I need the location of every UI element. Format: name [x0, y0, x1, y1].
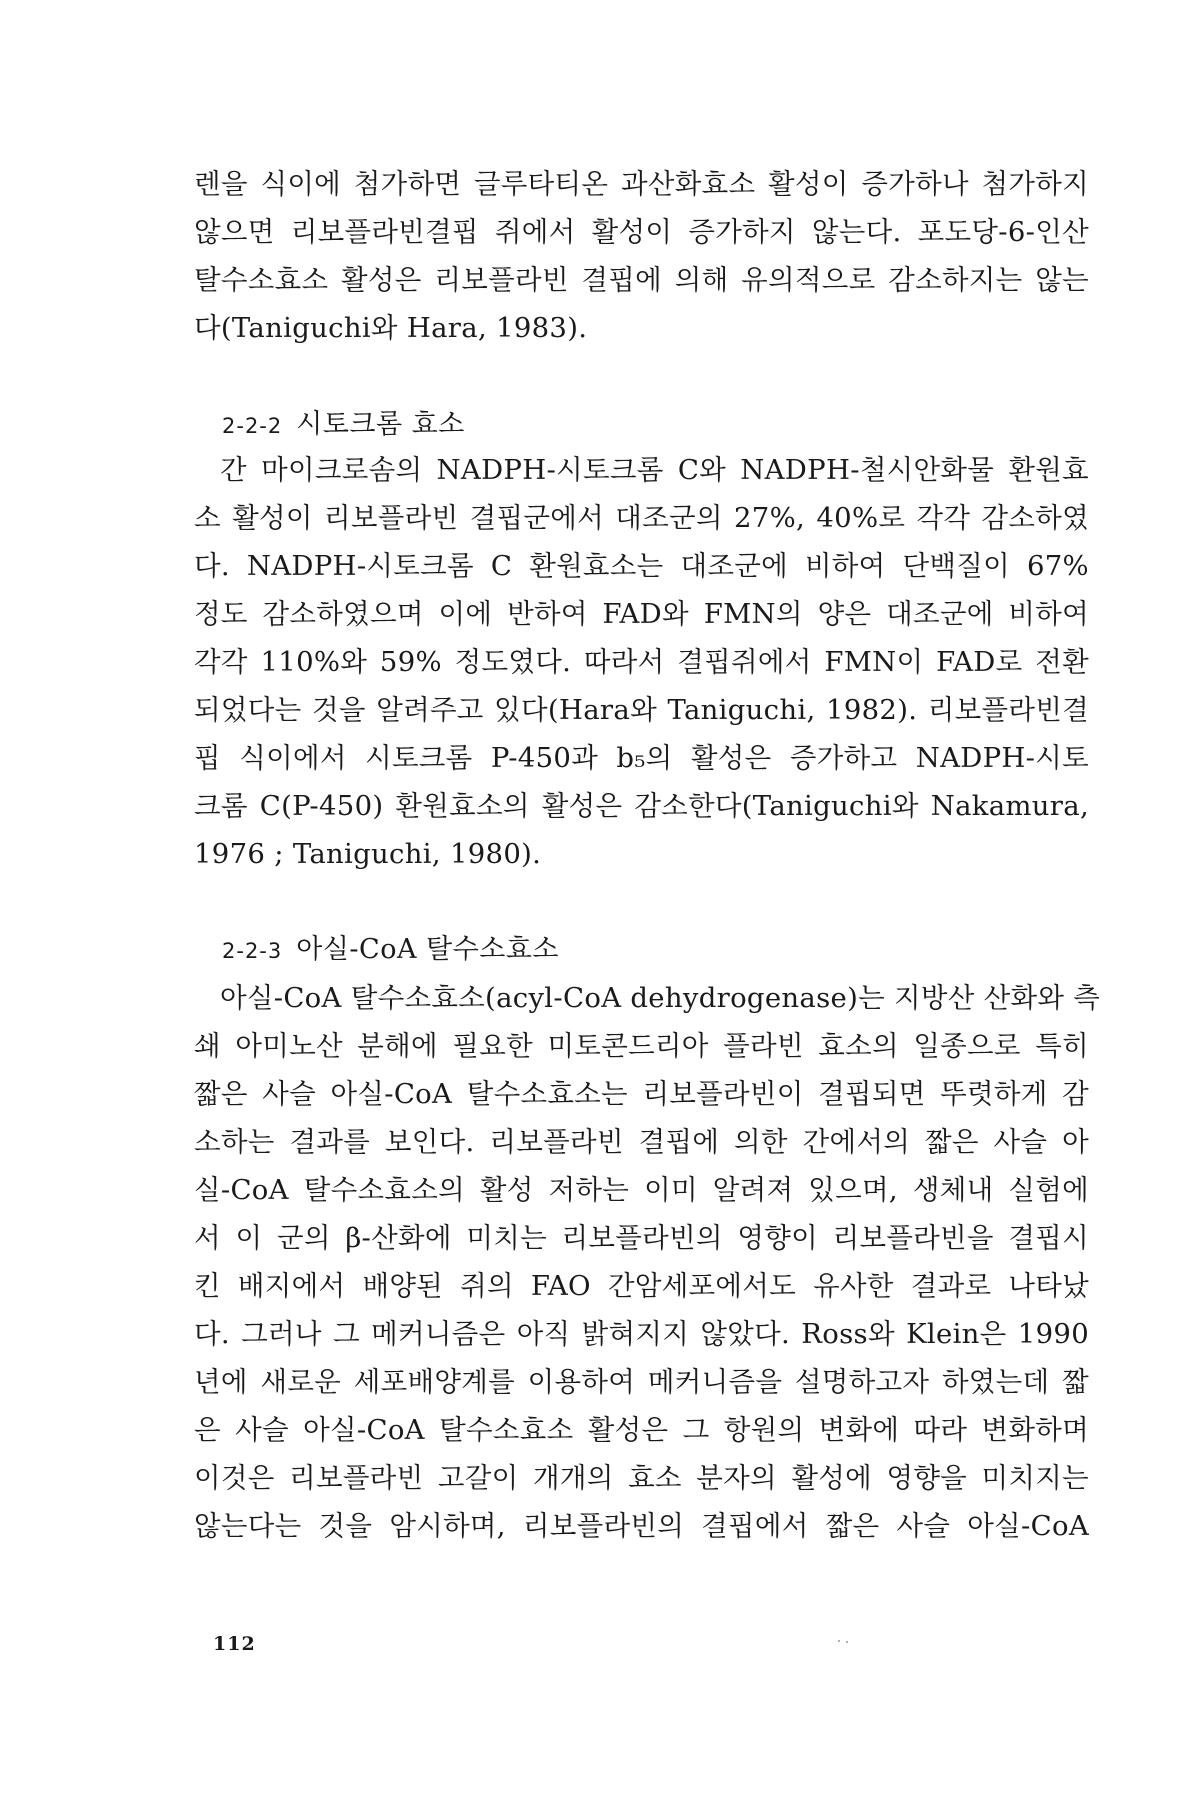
text-line: 이것은 리보플라빈 고갈이 개개의 효소 분자의 활성에 영향을 미치지는 [194, 1462, 1089, 1494]
text-line: 소하는 결과를 보인다. 리보플라빈 결핍에 의한 간에서의 짧은 사슬 아 [194, 1126, 1089, 1158]
section-number: 2-2-3 [222, 939, 283, 963]
page-number: 112 [213, 1633, 256, 1655]
text-line: 않는다는 것을 암시하며, 리보플라빈의 결핍에서 짧은 사슬 아실-CoA [194, 1510, 1089, 1542]
text-line: 소 활성이 리보플라빈 결핍군에서 대조군의 27%, 40%로 각각 감소하였 [194, 502, 1089, 534]
paragraph-glutathione [194, 160, 1089, 352]
section-title: 시토크롬 효소 [296, 409, 465, 440]
text-line: 서 이 군의 β-산화에 미치는 리보플라빈의 영향이 리보플라빈을 결핍시 [194, 1222, 1089, 1254]
text-line: 킨 배지에서 배양된 쥐의 FAO 간암세포에서도 유사한 결과로 나타났 [194, 1270, 1089, 1302]
text-line: 정도 감소하였으며 이에 반하여 FAD와 FMN의 양은 대조군에 비하여 [194, 598, 1089, 630]
section-heading-acyl-coa [222, 930, 559, 971]
text-line: 렌을 식이에 첨가하면 글루타티온 과산화효소 활성이 증가하나 첨가하지 [194, 168, 1089, 200]
text-line: 않으면 리보플라빈결핍 쥐에서 활성이 증가하지 않는다. 포도당-6-인산 [194, 216, 1089, 248]
text-line: 크롬 C(P-450) 환원효소의 활성은 감소한다(Taniguchi와 Nakamura, [194, 790, 1089, 822]
paragraph-acyl-coa [194, 974, 1101, 1550]
text-line: 핍 식이에서 시토크롬 P-450과 b₅의 활성은 증가하고 NADPH-시토 [194, 742, 1089, 774]
text-line: 각각 110%와 59% 정도였다. 따라서 결핍쥐에서 FMN이 FAD로 전환 [194, 646, 1089, 678]
text-line: 다. 그러나 그 메커니즘은 아직 밝혀지지 않았다. Ross와 Klein은 1990 [194, 1318, 1089, 1350]
section-title: 아실-CoA 탈수소효소 [296, 934, 559, 965]
text-line: 되었다는 것을 알려주고 있다(Hara와 Taniguchi, 1982). 리보플라빈결 [194, 694, 1089, 726]
text-line: 쇄 아미노산 분해에 필요한 미토콘드리아 플라빈 효소의 일종으로 특히 [194, 1030, 1089, 1062]
text-line: 다(Taniguchi와 Hara, 1983). [194, 312, 588, 344]
text-line: 아실-CoA 탈수소효소(acyl-CoA dehydrogenase)는 지방산 산화와 측 [220, 982, 1101, 1014]
text-line: 간 마이크로솜의 NADPH-시토크롬 C와 NADPH-철시안화물 환원효 [220, 454, 1089, 486]
text-line: 다. NADPH-시토크롬 C 환원효소는 대조군에 비하여 단백질이 67% [194, 550, 1089, 582]
text-line: 짧은 사슬 아실-CoA 탈수소효소는 리보플라빈이 결핍되면 뚜렷하게 감 [194, 1078, 1089, 1110]
text-line: 은 사슬 아실-CoA 탈수소효소 활성은 그 항원의 변화에 따라 변화하며 [194, 1414, 1089, 1446]
scan-speck [838, 1640, 840, 1642]
text-line: 1976 ; Taniguchi, 1980). [194, 838, 542, 870]
text-line: 실-CoA 탈수소효소의 활성 저하는 이미 알려져 있으며, 생체내 실험에 [194, 1174, 1089, 1206]
section-number: 2-2-2 [222, 414, 283, 438]
text-line: 년에 새로운 세포배양계를 이용하여 메커니즘을 설명하고자 하였는데 짧 [194, 1366, 1089, 1398]
section-heading-cytochrome [222, 405, 465, 446]
paragraph-cytochrome [194, 446, 1089, 878]
scan-speck [846, 1641, 848, 1643]
text-line: 탈수소효소 활성은 리보플라빈 결핍에 의해 유의적으로 감소하지는 않는 [194, 264, 1089, 296]
